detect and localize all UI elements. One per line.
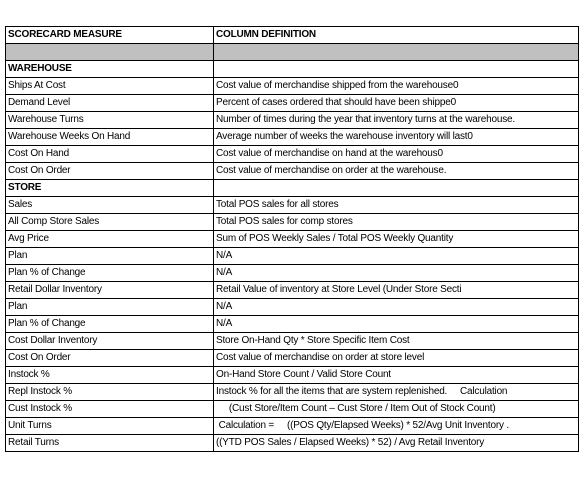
scorecard-table-body [6, 27, 579, 452]
measure-cell[interactable]: Retail Dollar Inventory [6, 282, 214, 299]
definition-cell[interactable] [214, 180, 579, 197]
definition-cell[interactable]: Number of times during the year that inventory turns at the warehouse. [214, 112, 579, 129]
table-row [6, 112, 579, 129]
measure-cell[interactable]: Cost Dollar Inventory [6, 333, 214, 350]
spacer-cell[interactable] [214, 44, 579, 61]
measure-cell[interactable]: Cost On Order [6, 350, 214, 367]
measure-cell[interactable]: Plan [6, 299, 214, 316]
header-definition-cell[interactable]: COLUMN DEFINITION [214, 27, 579, 44]
measure-cell[interactable]: Ships At Cost [6, 78, 214, 95]
measure-cell[interactable]: Cust Instock % [6, 401, 214, 418]
definition-cell[interactable]: N/A [214, 316, 579, 333]
definition-cell[interactable]: Total POS sales for all stores [214, 197, 579, 214]
definition-cell[interactable]: N/A [214, 299, 579, 316]
measure-cell[interactable]: Plan % of Change [6, 316, 214, 333]
table-row [6, 265, 579, 282]
definition-cell[interactable]: Retail Value of inventory at Store Level (Under Store Secti [214, 282, 579, 299]
measure-cell[interactable]: Avg Price [6, 231, 214, 248]
definition-cell[interactable]: On-Hand Store Count / Valid Store Count [214, 367, 579, 384]
table-row [6, 197, 579, 214]
section-row [6, 180, 579, 197]
table-row [6, 384, 579, 401]
table-row [6, 78, 579, 95]
definition-cell[interactable]: Cost value of merchandise on order at the warehouse. [214, 163, 579, 180]
scorecard-table [5, 26, 579, 452]
measure-cell[interactable]: All Comp Store Sales [6, 214, 214, 231]
section-title-cell[interactable]: WAREHOUSE [6, 61, 214, 78]
table-row [6, 129, 579, 146]
measure-cell[interactable]: Cost On Order [6, 163, 214, 180]
definition-cell[interactable]: Cost value of merchandise on order at store level [214, 350, 579, 367]
table-row [6, 163, 579, 180]
measure-cell[interactable]: Unit Turns [6, 418, 214, 435]
table-row [6, 333, 579, 350]
definition-cell[interactable]: N/A [214, 265, 579, 282]
table-row [6, 214, 579, 231]
definition-cell[interactable] [214, 61, 579, 78]
measure-cell[interactable]: Warehouse Weeks On Hand [6, 129, 214, 146]
table-row [6, 299, 579, 316]
section-title-cell[interactable]: STORE [6, 180, 214, 197]
spacer-row [6, 44, 579, 61]
measure-cell[interactable]: Warehouse Turns [6, 112, 214, 129]
table-row [6, 367, 579, 384]
definition-cell[interactable]: Instock % for all the items that are system replenished. Calculation [214, 384, 579, 401]
measure-cell[interactable]: Sales [6, 197, 214, 214]
definition-cell[interactable]: Percent of cases ordered that should have been shippe0 [214, 95, 579, 112]
table-row [6, 401, 579, 418]
header-measure-cell[interactable]: SCORECARD MEASURE [6, 27, 214, 44]
spacer-cell[interactable] [6, 44, 214, 61]
table-row [6, 350, 579, 367]
definition-cell[interactable]: N/A [214, 248, 579, 265]
table-row [6, 146, 579, 163]
table-row [6, 435, 579, 452]
table-row [6, 231, 579, 248]
definition-cell[interactable]: Calculation = ((POS Qty/Elapsed Weeks) * 52/Avg Unit Inventory . [214, 418, 579, 435]
table-row [6, 248, 579, 265]
table-row [6, 316, 579, 333]
definition-cell[interactable]: Store On-Hand Qty * Store Specific Item Cost [214, 333, 579, 350]
measure-cell[interactable]: Cost On Hand [6, 146, 214, 163]
definition-cell[interactable]: Cost value of merchandise on hand at the warehous0 [214, 146, 579, 163]
table-row [6, 418, 579, 435]
table-row [6, 95, 579, 112]
table-row [6, 282, 579, 299]
section-row [6, 61, 579, 78]
measure-cell[interactable]: Retail Turns [6, 435, 214, 452]
definition-cell[interactable]: ((YTD POS Sales / Elapsed Weeks) * 52) / Avg Retail Inventory [214, 435, 579, 452]
definition-cell[interactable]: Sum of POS Weekly Sales / Total POS Weekly Quantity [214, 231, 579, 248]
definition-cell[interactable]: Average number of weeks the warehouse inventory will last0 [214, 129, 579, 146]
measure-cell[interactable]: Plan % of Change [6, 265, 214, 282]
measure-cell[interactable]: Repl Instock % [6, 384, 214, 401]
definition-cell[interactable]: (Cust Store/Item Count – Cust Store / Item Out of Stock Count) [214, 401, 579, 418]
header-row [6, 27, 579, 44]
definition-cell[interactable]: Total POS sales for comp stores [214, 214, 579, 231]
measure-cell[interactable]: Demand Level [6, 95, 214, 112]
measure-cell[interactable]: Plan [6, 248, 214, 265]
definition-cell[interactable]: Cost value of merchandise shipped from the warehouse0 [214, 78, 579, 95]
measure-cell[interactable]: Instock % [6, 367, 214, 384]
